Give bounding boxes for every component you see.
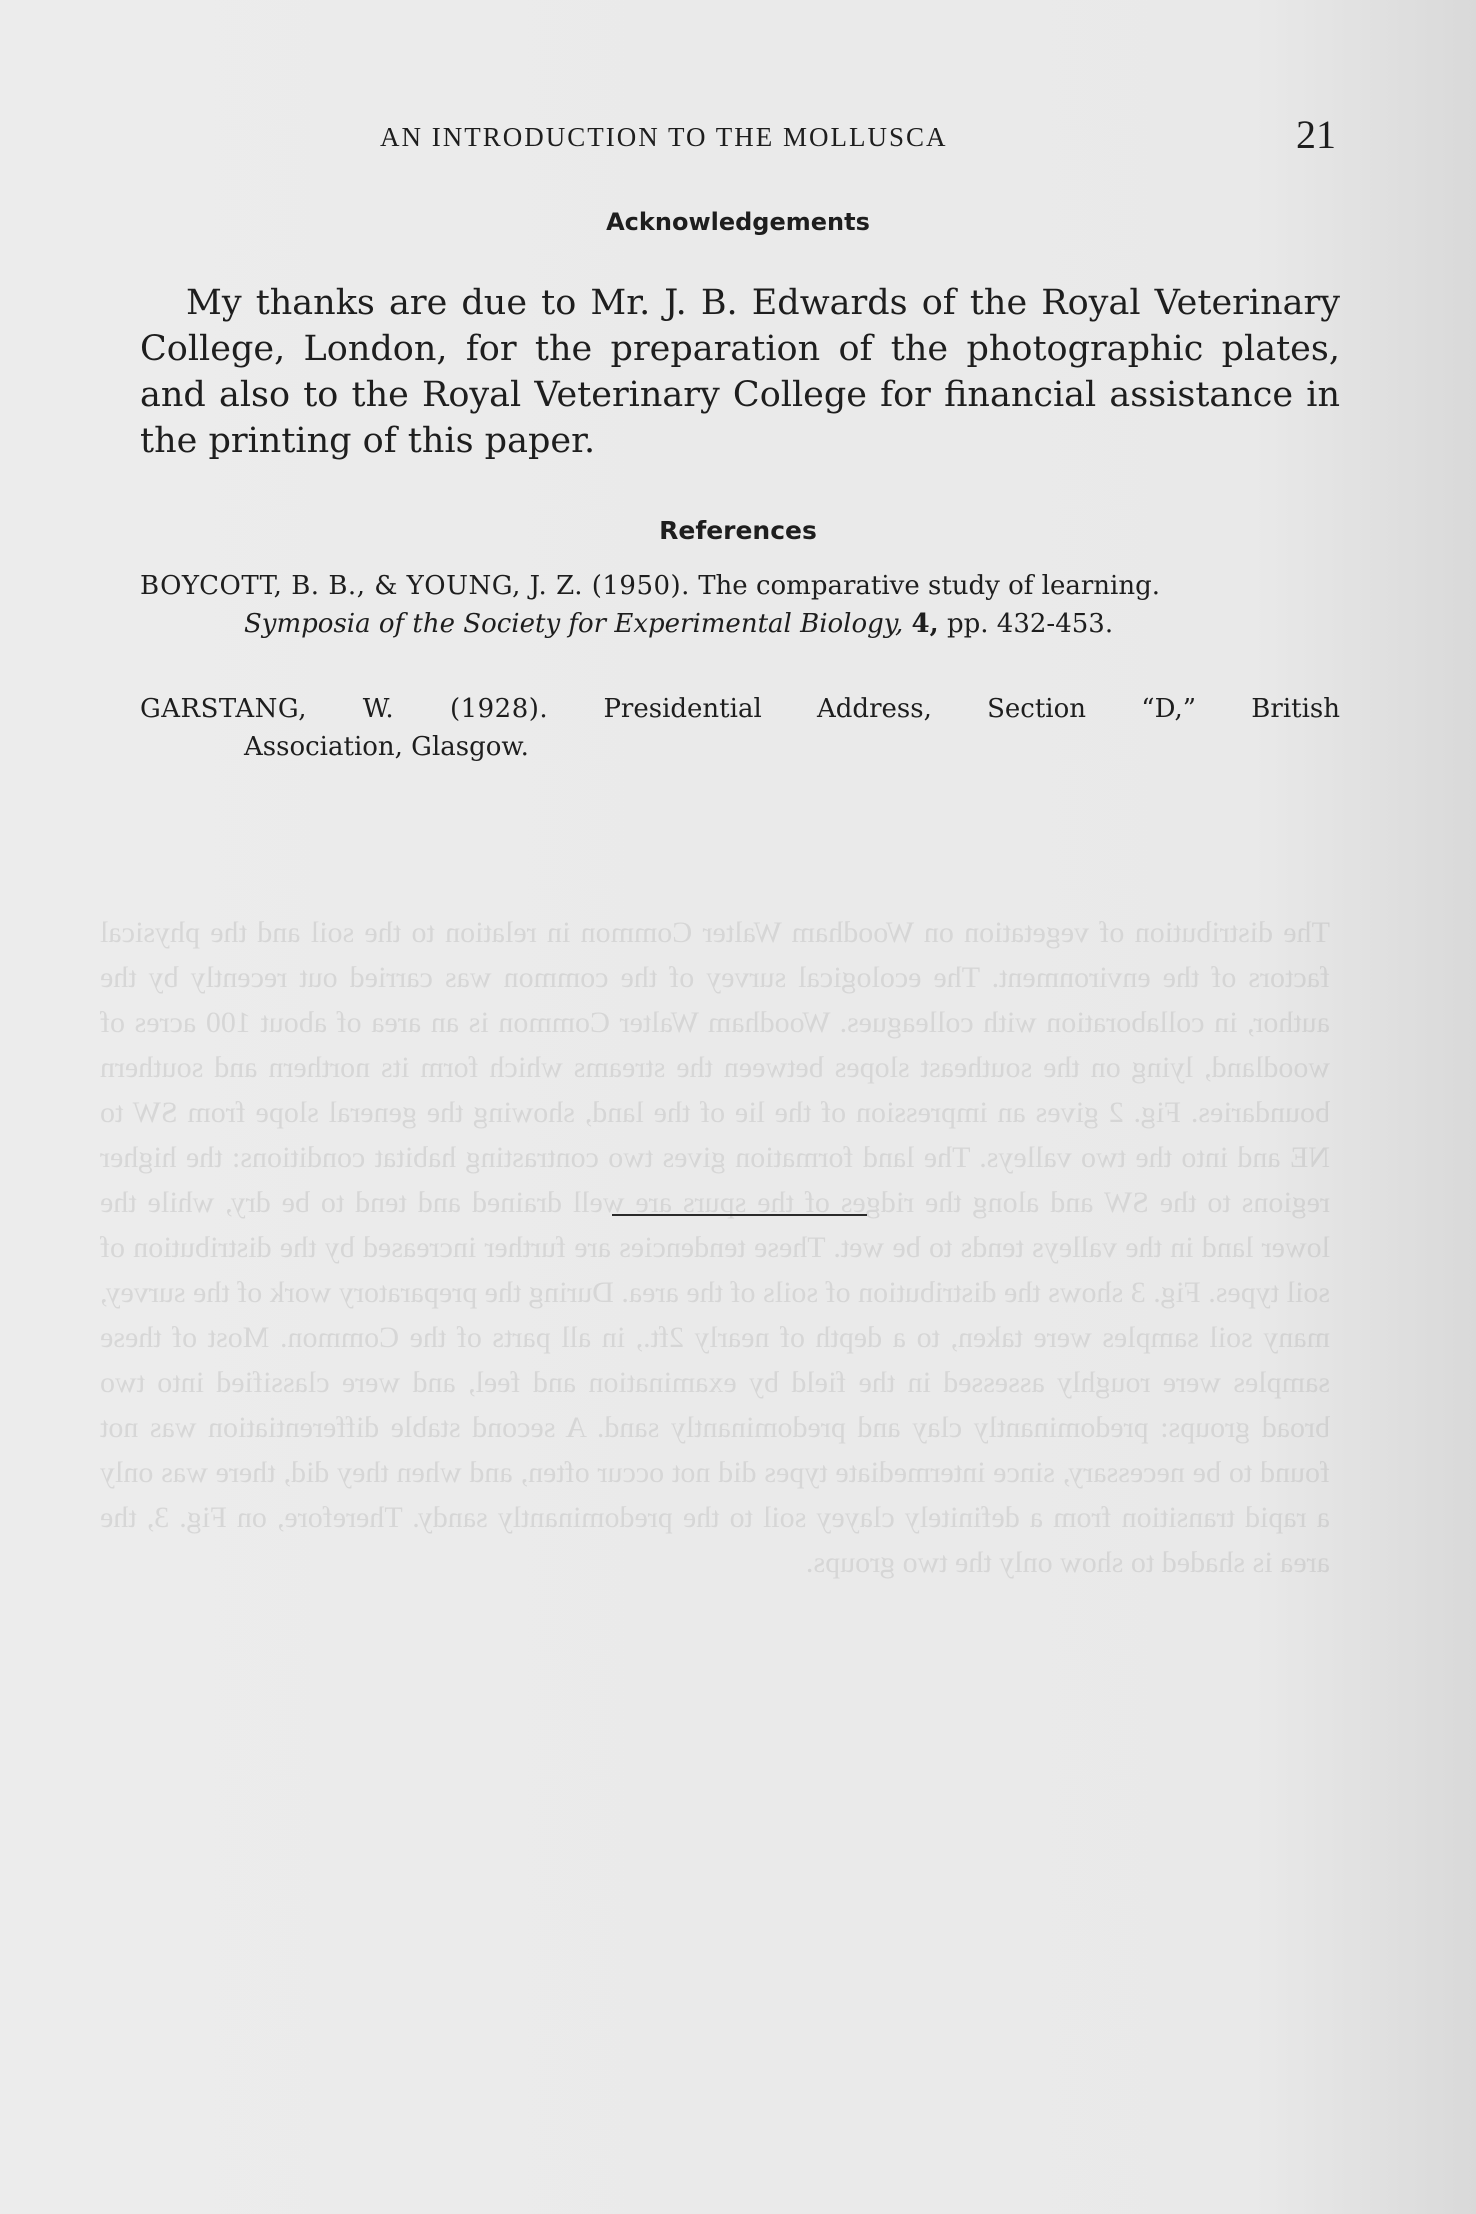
acknowledgements-paragraph: My thanks are due to Mr. J. B. Edwards of the Royal Veterinary College, London, for the preparation of the photographic plates, and also to the Royal Veterinary College for financial assistance in the printing of this paper. <box>140 283 1340 461</box>
acknowledgements-heading: Acknowledgements <box>606 208 870 236</box>
reference-pages: pp. 432-453. <box>946 609 1114 639</box>
reference-authors: GARSTANG, W. (1928). <box>140 694 549 724</box>
reference-journal: Symposia of the Society for Experimental Biology, <box>244 609 904 639</box>
references-heading: References <box>659 516 817 545</box>
section-divider-rule <box>612 1214 867 1216</box>
running-head: AN INTRODUCTION TO THE MOLLUSCA <box>380 122 948 152</box>
reference-title: The comparative study of learning. <box>698 571 1161 601</box>
reference-volume: 4, <box>911 609 939 639</box>
reference-entry <box>140 690 1340 766</box>
bleed-through-text: The distribution of vegetation on Woodham Walter Common in relation to the soil and the physical factors of the environment. The ecological survey of the common was carried out recently by the author, in collaboration with colleagues. Woodham Walter Common is an area of about 100 acres of woodland, lying on the southeast slopes between the streams which form its northern and southern boundaries. Fig. 2 gives an impression of the lie of the land, showing the general slope from SW to NE and into the two valleys. The land formation gives two contrasting habitat conditions: the higher regions to the SW and along the ridges of the spurs are well drained and tend to be dry, while the lower land in the valleys tends to be wet. These tendencies are further increased by the distribution of soil types. Fig. 3 shows the distribution of soils of the area. During the preparatory work of the survey, many soil samples were taken, to a depth of nearly 2ft., in all parts of the Common. Most of these samples were roughly assessed in the field by examination and feel, and were classified into two broad groups: predominantly clay and predominantly sand. A second stable differentiation was not found to be necessary, since intermediate types did not occur often, and when they did, there was only a rapid transition from a definitely clayey soil to the predominantly sandy. Therefore, on Fig. 3, the area is shaded to show only the two groups. <box>100 916 1330 1579</box>
reference-continuation: Association, Glasgow. <box>244 732 529 762</box>
reference-title: Presidential Address, Section “D,” British <box>603 694 1341 724</box>
reference-authors: BOYCOTT, B. B., & YOUNG, J. Z. (1950). <box>140 571 690 601</box>
page-number: 21 <box>1296 112 1336 157</box>
reference-entry <box>140 567 1340 643</box>
